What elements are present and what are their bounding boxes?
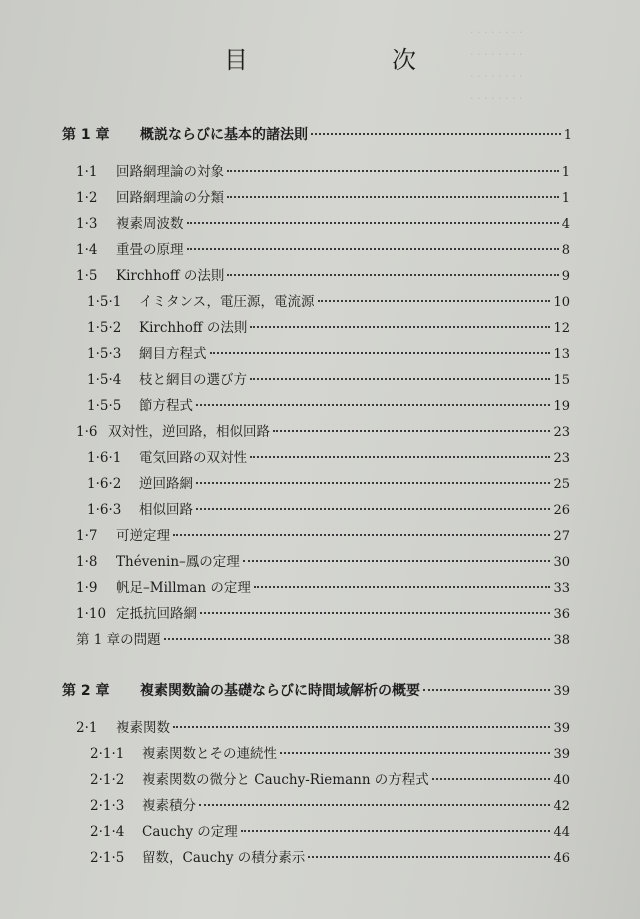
toc-entry-title: 複素積分 <box>142 798 196 814</box>
dot-leader <box>227 195 559 198</box>
toc-entry-number: 1·5·1 <box>87 294 122 310</box>
toc-entry-title: イミタンス，電圧源，電流源 <box>139 294 315 310</box>
toc-entry-number: 1·6·3 <box>87 502 122 518</box>
toc-chapter-entry <box>62 680 570 700</box>
toc-entry-page: 44 <box>553 825 570 840</box>
toc-entry-page: 40 <box>553 773 570 788</box>
dot-leader <box>187 221 559 224</box>
toc-entry-number: 2·1·4 <box>90 824 125 840</box>
toc-entry-number: 1·9 <box>76 580 98 596</box>
toc-entry-page: 46 <box>553 851 570 866</box>
toc-entry <box>76 628 570 648</box>
toc-entry <box>87 472 570 492</box>
toc-entry-page: 39 <box>553 747 570 762</box>
toc-entry <box>76 160 570 180</box>
dot-leader <box>199 803 550 806</box>
toc-entry-title: 第 1 章の問題 <box>76 632 161 648</box>
toc-entry-title: 複素関数とその連続性 <box>142 746 277 762</box>
toc-entry-page: 38 <box>553 633 570 648</box>
toc-entry-number: 1·3 <box>76 216 98 232</box>
dot-leader <box>173 533 550 536</box>
toc-entry-number: 1·10 <box>76 606 107 622</box>
page-title: 目 次 <box>224 46 476 74</box>
toc-entry-number: 1·8 <box>76 554 98 570</box>
toc-entry-number: 2·1·3 <box>90 798 125 814</box>
toc-entry <box>76 212 570 232</box>
toc-entry-number: 2·1·1 <box>90 746 125 762</box>
toc-entry <box>87 368 570 388</box>
toc-entry-title: 双対性，逆回路，相似回路 <box>108 424 270 440</box>
toc-entry-number: 1·6·2 <box>87 476 122 492</box>
toc-entry-number: 1·5·4 <box>87 372 122 388</box>
dot-leader <box>173 725 550 728</box>
toc-entry-page: 26 <box>553 503 570 518</box>
toc-entry-title: 複素関数 <box>116 720 170 736</box>
dot-leader <box>227 273 558 276</box>
toc-entry-page: 13 <box>553 347 570 362</box>
toc-entry <box>76 264 570 284</box>
toc-entry-page: 23 <box>553 451 570 466</box>
toc-entry-page: 25 <box>553 477 570 492</box>
toc-entry-number: 2·1·5 <box>90 850 125 866</box>
toc-entry-number: 1·4 <box>76 242 98 258</box>
toc-entry <box>76 524 570 544</box>
toc-entry-title: Cauchy の定理 <box>142 824 238 840</box>
toc-entry <box>87 316 570 336</box>
toc-entry-page: 39 <box>553 721 570 736</box>
dot-leader <box>196 481 550 484</box>
toc-entry-title: 留数，Cauchy の積分素示 <box>142 850 306 866</box>
toc-entry-page: 1 <box>561 191 570 206</box>
dot-leader <box>250 377 550 380</box>
toc-entry-page: 12 <box>553 321 570 336</box>
toc-entry-page: 30 <box>553 555 570 570</box>
toc-entry-title: 節方程式 <box>139 398 193 414</box>
dot-leader <box>187 247 559 250</box>
toc-entry-number: 1·2 <box>76 190 98 206</box>
toc-entry <box>76 420 570 440</box>
toc-entry-number: 1·7 <box>76 528 98 544</box>
dot-leader <box>250 455 550 458</box>
toc-entry-title: Thévenin–鳳の定理 <box>116 554 240 570</box>
toc-entry-page: 15 <box>553 373 570 388</box>
toc-entry-page: 8 <box>561 243 570 258</box>
toc-entry-page: 39 <box>553 684 570 699</box>
toc-entry <box>87 342 570 362</box>
toc-entry <box>76 716 570 736</box>
toc-entry-number: 第 2 章 <box>62 683 110 699</box>
toc-entry-page: 4 <box>561 217 570 232</box>
toc-entry <box>90 742 570 762</box>
toc-entry <box>87 498 570 518</box>
toc-entry-title: 定抵抗回路網 <box>116 606 197 622</box>
toc-entry-page: 10 <box>553 295 570 310</box>
toc-entry-page: 27 <box>553 529 570 544</box>
toc-entry <box>90 768 570 788</box>
toc-entry <box>87 394 570 414</box>
dot-leader <box>227 169 559 172</box>
dot-leader <box>318 299 551 302</box>
dot-leader <box>196 403 550 406</box>
toc-entry <box>76 238 570 258</box>
toc-entry-title: 相似回路 <box>139 502 193 518</box>
toc-entry-number: 1·5·5 <box>87 398 122 414</box>
dot-leader <box>423 688 550 691</box>
toc-entry-number: 2·1·2 <box>90 772 125 788</box>
dot-leader <box>210 351 551 354</box>
dot-leader <box>241 829 551 832</box>
toc-entry-title: 回路網理論の対象 <box>116 164 224 180</box>
dot-leader <box>311 132 561 135</box>
toc-entry-title: 回路網理論の分類 <box>116 190 224 206</box>
dot-leader <box>254 585 551 588</box>
toc-entry-title: 重畳の原理 <box>116 242 184 258</box>
toc-entry-page: 1 <box>563 128 572 143</box>
toc-entry-page: 36 <box>553 607 570 622</box>
toc-entry-page: 19 <box>553 399 570 414</box>
dot-leader <box>308 855 550 858</box>
toc-entry-title: Kirchhoff の法則 <box>116 268 225 284</box>
toc-entry-title: 概説ならびに基本的諸法則 <box>140 127 308 143</box>
toc-entry-page: 33 <box>553 581 570 596</box>
toc-entry <box>90 820 570 840</box>
dot-leader <box>273 429 550 432</box>
toc-entry <box>87 446 570 466</box>
toc-entry <box>76 186 570 206</box>
toc-entry-page: 9 <box>561 269 570 284</box>
toc-entry-number: 1·5·2 <box>87 320 122 336</box>
toc-entry-number: 1·6 <box>76 424 98 440</box>
toc-entry <box>76 576 570 596</box>
toc-entry-title: 枝と網目の選び方 <box>139 372 247 388</box>
toc-entry-number: 第 1 章 <box>62 127 110 143</box>
toc-entry-title: 電気回路の双対性 <box>139 450 247 466</box>
toc-entry-title: 複素関数論の基礎ならびに時間域解析の概要 <box>140 683 420 699</box>
toc-entry-title: 網目方程式 <box>139 346 207 362</box>
toc-entry <box>90 846 570 866</box>
toc-entry-title: 逆回路網 <box>139 476 193 492</box>
dot-leader <box>196 507 550 510</box>
toc-entry-title: 帆足–Millman の定理 <box>116 580 251 596</box>
toc-entry-page: 42 <box>553 799 570 814</box>
toc-entry-number: 2·1 <box>76 720 98 736</box>
dot-leader <box>432 777 551 780</box>
toc-entry <box>87 290 570 310</box>
toc-entry <box>76 550 570 570</box>
toc-entry-title: 複素関数の微分と Cauchy-Riemann の方程式 <box>142 772 429 788</box>
toc-entry-page: 23 <box>553 425 570 440</box>
toc-entry-number: 1·6·1 <box>87 450 122 466</box>
toc-entry-number: 1·5·3 <box>87 346 122 362</box>
toc-chapter-entry <box>62 124 572 144</box>
dot-leader <box>250 325 550 328</box>
toc-entry-page: 1 <box>561 165 570 180</box>
toc-entry-number: 1·5 <box>76 268 98 284</box>
toc-entry-title: 可逆定理 <box>116 528 170 544</box>
dot-leader <box>200 611 550 614</box>
toc-entry-title: 複素周波数 <box>116 216 184 232</box>
toc-entry-number: 1·1 <box>76 164 98 180</box>
toc-entry <box>90 794 570 814</box>
bleed-through-text: · · · · · · · · · · · · · · · · · · · · · · · · · · · · · · · · <box>470 26 523 105</box>
toc-entry <box>76 602 570 622</box>
dot-leader <box>243 559 551 562</box>
toc-entry-title: Kirchhoff の法則 <box>139 320 248 336</box>
dot-leader <box>280 751 550 754</box>
dot-leader <box>164 637 551 640</box>
